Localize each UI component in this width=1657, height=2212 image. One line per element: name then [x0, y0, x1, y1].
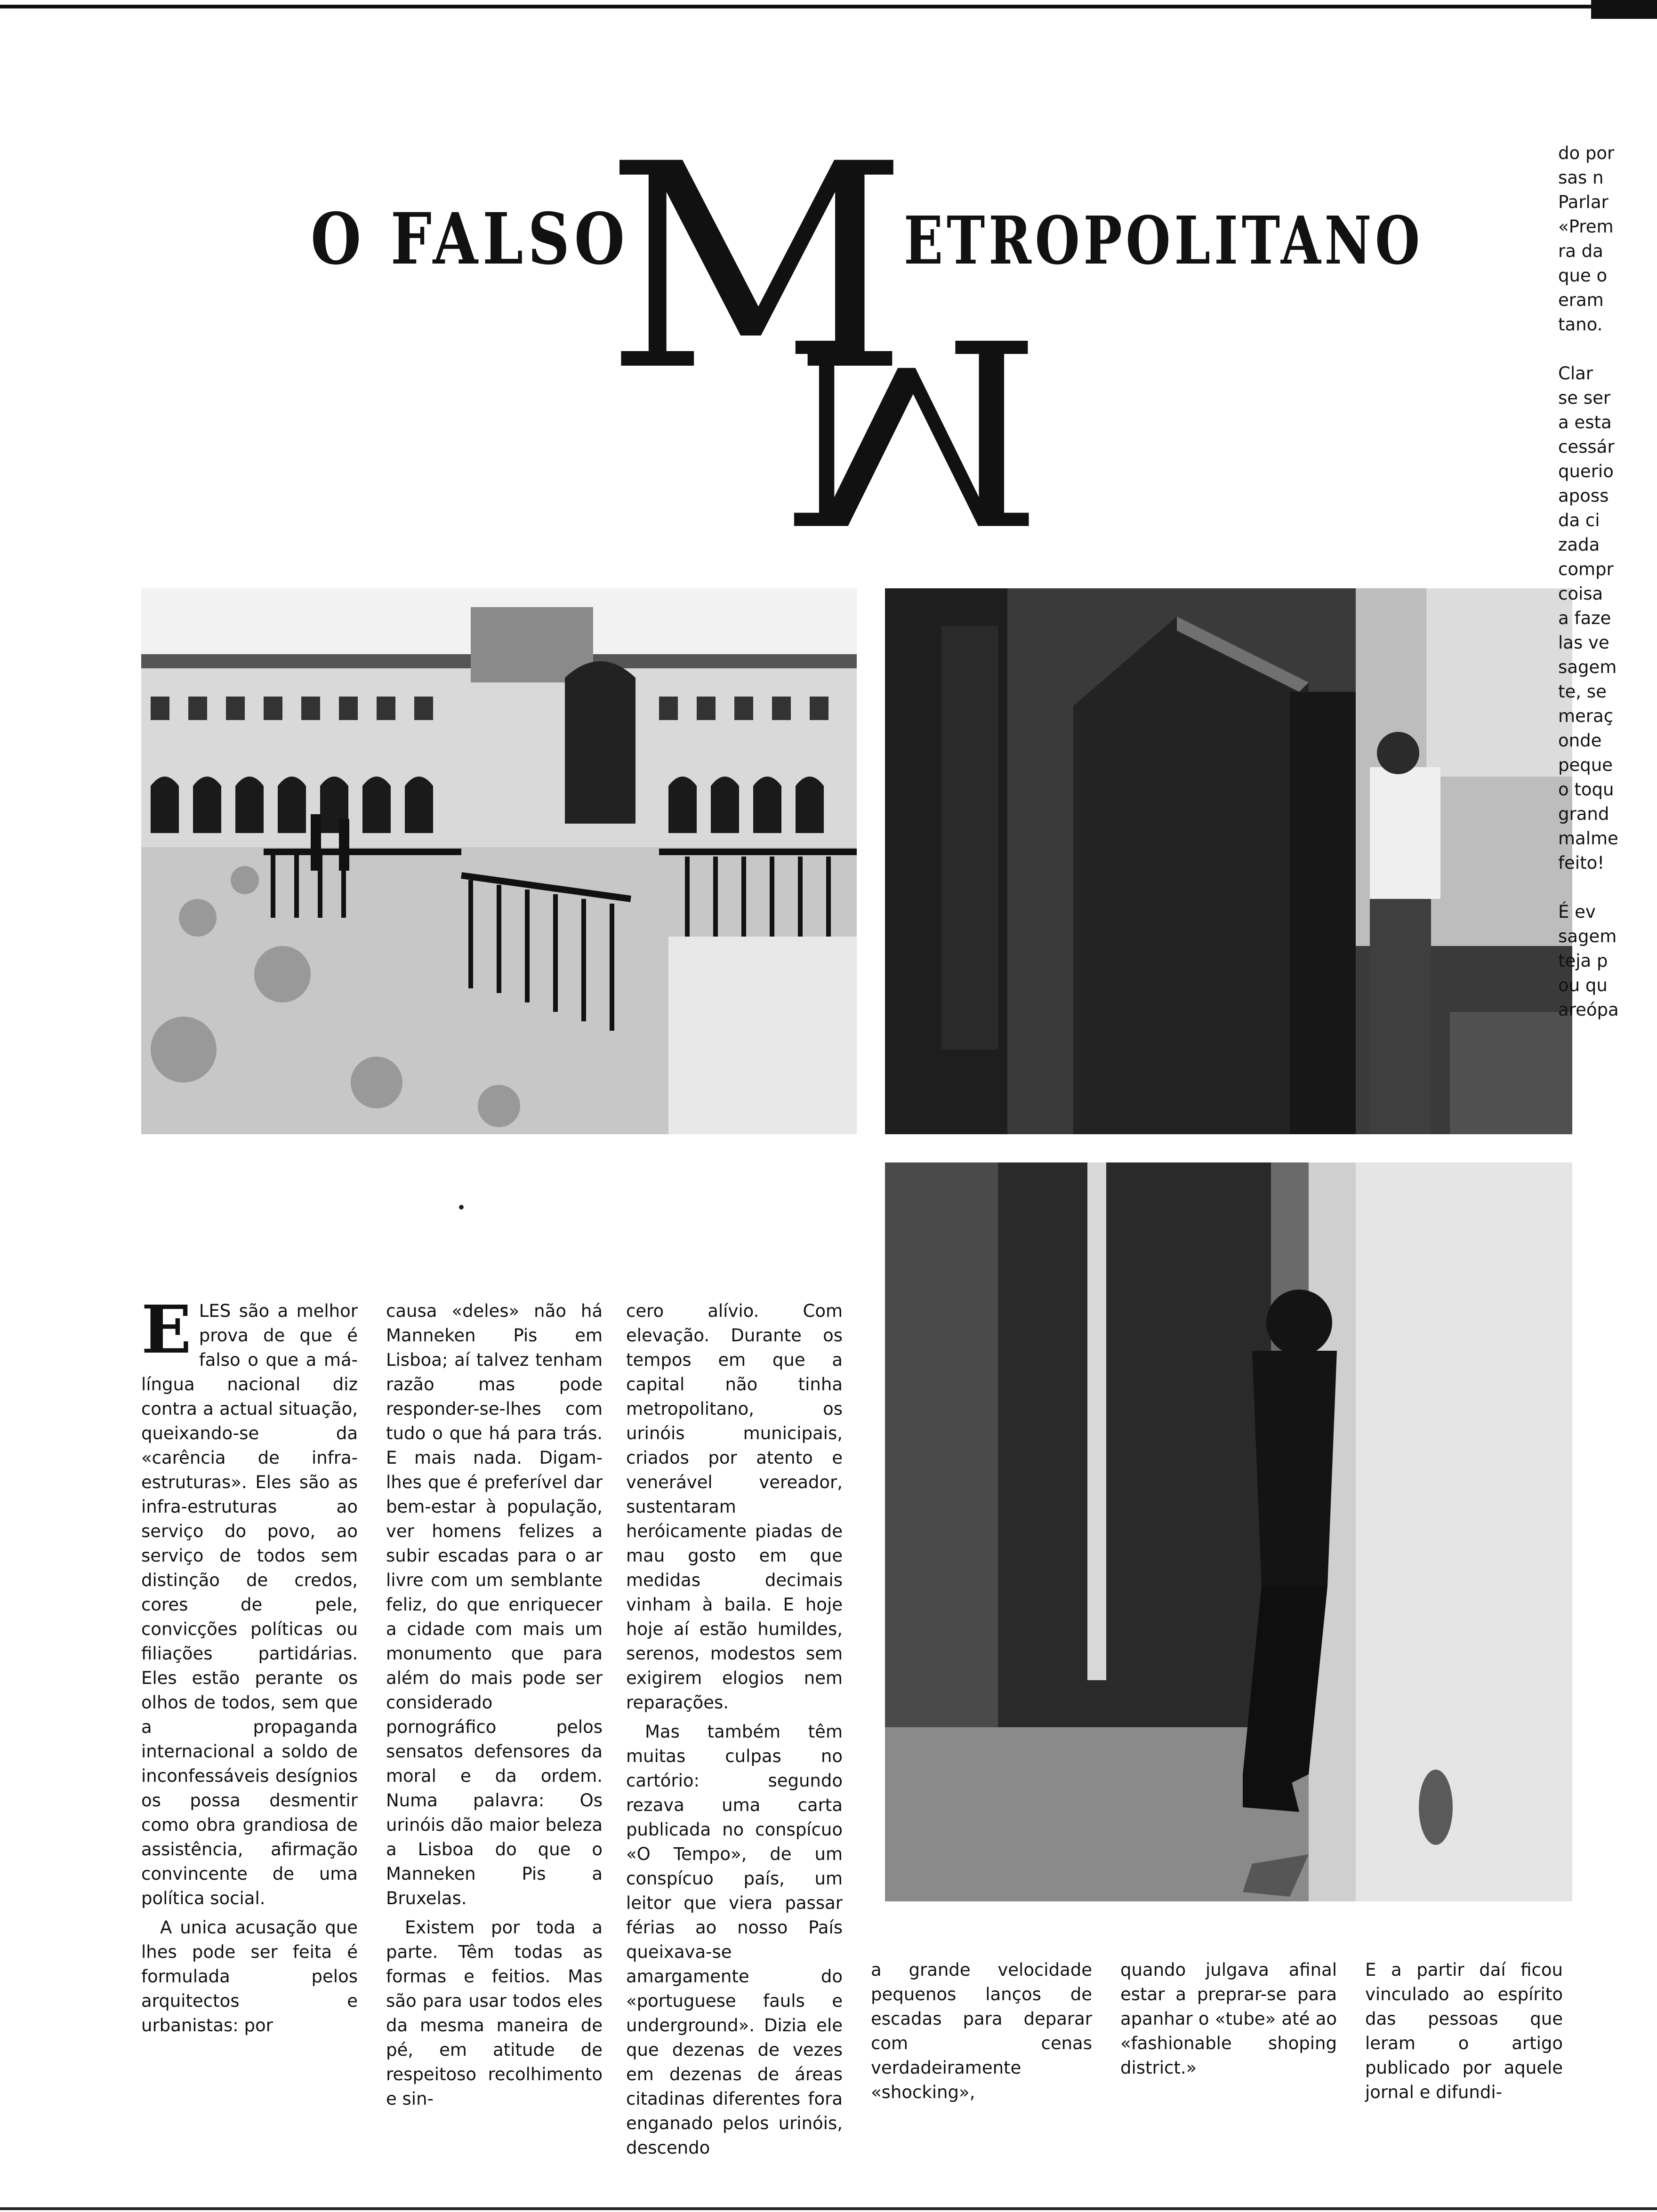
edge-line	[1558, 875, 1657, 900]
edge-line: areópa	[1558, 1000, 1619, 1020]
ornament-dot	[459, 1205, 464, 1210]
edge-line: sagem	[1558, 926, 1617, 946]
edge-line	[1558, 337, 1657, 361]
edge-line: o toqu	[1558, 779, 1614, 800]
edge-line: coisa	[1558, 584, 1603, 604]
edge-line: tano.	[1558, 314, 1603, 335]
edge-line: que o	[1558, 265, 1608, 286]
edge-line: peque	[1558, 755, 1613, 775]
edge-line: sas n	[1558, 168, 1604, 188]
edge-line: Parlar	[1558, 192, 1609, 212]
edge-line: Clar	[1558, 363, 1593, 384]
edge-line: da ci	[1558, 510, 1600, 530]
paragraph: quando julgava afinal estar a preprar-se para apanhar o «tube» até ao «fashionable shoping district.»	[1120, 1960, 1337, 2078]
top-rule	[0, 5, 1657, 8]
headline-right: ETROPOLITANO	[904, 202, 1424, 280]
edge-line: querio	[1558, 461, 1614, 481]
square-photo	[141, 588, 857, 1134]
edge-line: «Prem	[1558, 216, 1614, 237]
edge-line: É ev	[1558, 902, 1596, 922]
article-column-4	[871, 1958, 1092, 2109]
edge-line: ra da	[1558, 241, 1603, 261]
paragraph: a grande velocidade pequenos lanços de escadas para deparar com cenas verdadeiramente «shocking»,	[871, 1960, 1092, 2102]
edge-line: a faze	[1558, 608, 1611, 628]
edge-line: ou qu	[1558, 975, 1608, 995]
edge-line: do por	[1558, 143, 1615, 163]
cropped-edge-column	[1558, 141, 1657, 1022]
headline-big-m: M	[604, 104, 909, 433]
booth-photo	[885, 588, 1572, 1134]
bottom-rule	[0, 2207, 1657, 2210]
article-column-3	[626, 1299, 843, 2165]
article-column-5	[1120, 1958, 1337, 2085]
paragraph: cero alívio. Com elevação. Durante os tempos em que a capital não tinha metropolitano, os urinóis municipais, criados por atento e venerável vereador, sustentaram heróicamente piadas de mau gosto em que medidas decimais vinham à baila. E hoje hoje aí estão humildes, serenos, modestos sem exigirem elogios nem reparações.	[626, 1301, 843, 1713]
edge-line: cessár	[1558, 437, 1615, 457]
article-column-1	[141, 1291, 358, 2043]
edge-line: las ve	[1558, 633, 1609, 653]
edge-line: feito!	[1558, 853, 1605, 873]
edge-line: meraç	[1558, 706, 1614, 726]
edge-line: zada	[1558, 535, 1600, 555]
headline-big-m-mirrored: M	[781, 281, 1042, 576]
paragraph: A unica acusação que lhes pode ser feita é formulada pelos arquitectos e urbanistas: por	[141, 1917, 358, 2036]
edge-line: se ser	[1558, 388, 1611, 408]
paragraph: Existem por toda a parte. Têm todas as formas e feitios. Mas são para usar todos eles da mesma maneira de pé, em atitude de respeitoso recolhimento e sin-	[386, 1917, 603, 2109]
edge-line: eram	[1558, 290, 1604, 310]
article-column-2	[386, 1299, 603, 2116]
paragraph: causa «deles» não há Manneken Pis em Lisboa; aí talvez tenham razão mas pode responder-se-lhes com tudo o que há para trás. E mais nada. Digam-lhes que é preferível dar bem-estar à população, ver homens felizes a subir escadas para o ar livre com um semblante feliz, do que enriquecer a cidade com mais um monumento que para além do mais pode ser considerado pornográfico pelos sensatos defensores da moral e da ordem. Numa palavra: Os urinóis dão maior beleza a Lisboa do que o Manneken Pis a Bruxelas.	[386, 1301, 603, 1908]
edge-line: teja p	[1558, 951, 1608, 971]
dropcap: E	[141, 1291, 192, 1369]
man-photo	[885, 1162, 1572, 1901]
edge-line: sagem	[1558, 657, 1617, 677]
edge-line: malme	[1558, 828, 1618, 849]
headline-left: O FALSO	[311, 198, 629, 281]
edge-line: a esta	[1558, 412, 1612, 433]
edge-line: te, se	[1558, 681, 1607, 702]
edge-line: grand	[1558, 804, 1609, 824]
paragraph: LES são a melhor prova de que é falso o que a má-língua nacional diz contra a actual situação, queixando-se da «carência de infra-estruturas». Eles são as infra-estruturas ao serviço do povo, ao serviço de todos sem distinção de credos, cores de pele, convicções políticas ou filiações partidárias. Eles estão perante os olhos de todos, sem que a propaganda internacional a soldo de inconfessáveis desígnios os possa desmentir como obra grandiosa de assistência, afirmação convincente de uma política social.	[141, 1301, 358, 1908]
article-column-6	[1365, 1958, 1563, 2109]
edge-line: aposs	[1558, 486, 1609, 506]
edge-line: compr	[1558, 559, 1614, 579]
top-corner-rule	[1591, 0, 1657, 19]
paragraph: Mas também têm muitas culpas no cartório: segundo rezava uma carta publicada no conspícuo «O Tempo», de um conspícuo país, um leitor que viera passar férias ao nosso País queixava-se amargamente do «portuguese fauls e underground». Dizia ele que dezenas de vezes em dezenas de áreas citadinas diferentes fora enganado pelos urinóis, descendo	[626, 1722, 843, 2158]
paragraph: E a partir daí ficou vinculado ao espírito das pessoas que leram o artigo publicado por aquele jornal e difundi-	[1365, 1960, 1563, 2102]
edge-line: onde	[1558, 730, 1602, 751]
